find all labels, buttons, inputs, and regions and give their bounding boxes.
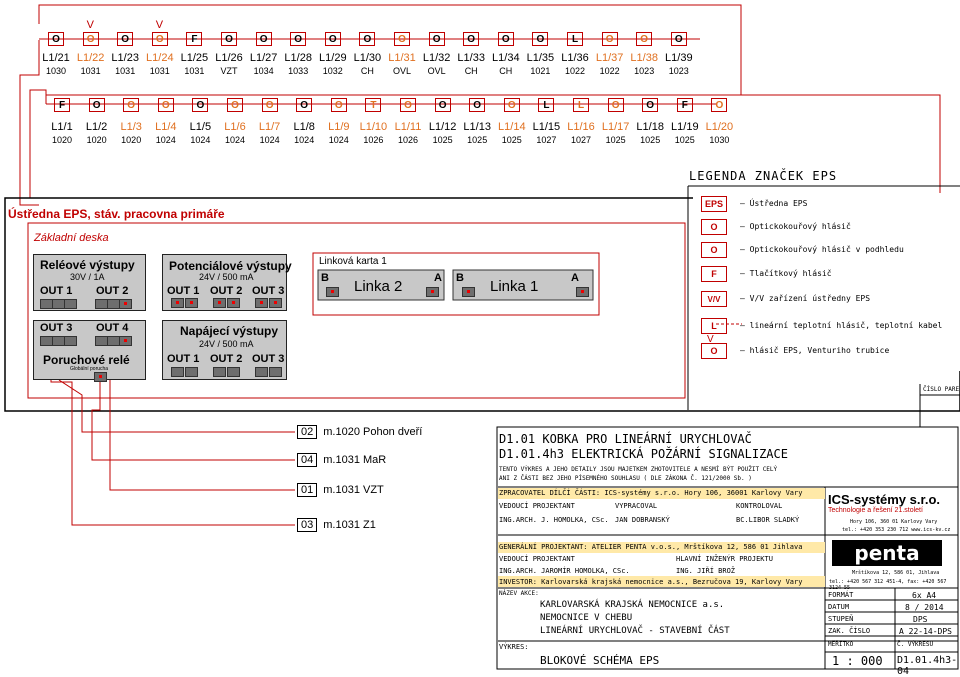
detector-address: L1/25: [180, 52, 209, 64]
detector-address: L1/6: [224, 121, 246, 133]
detector-room: 1024: [328, 135, 349, 145]
detector-address: L1/10: [359, 121, 388, 133]
detector-room: 1020: [51, 135, 73, 145]
line1-label: Linka 1: [490, 278, 539, 295]
meritko-label: MĚŘÍTKO: [828, 641, 854, 648]
detector-room: 1031: [149, 66, 170, 76]
detector-symbol: O: [400, 98, 416, 112]
legend-symbol: O: [701, 242, 727, 258]
detector-room: OVL: [392, 66, 411, 76]
detector-symbol: O: [642, 98, 658, 112]
detector-room: 1031: [184, 66, 205, 76]
detector-address: L1/22: [76, 52, 105, 64]
cable-item: [297, 483, 384, 497]
cable-number: 01: [297, 483, 317, 497]
cable-description: m.1031 Z1: [323, 519, 376, 531]
legend-symbol: L: [701, 318, 727, 334]
detector-room: 1022: [564, 66, 586, 76]
name1: ING.ARCH. J. HOMOLKA, CSc.: [499, 516, 609, 524]
detector-symbol: F: [186, 32, 202, 46]
zpracovatel: ZPRACOVATEL DÍLČÍ ČÁSTI: ICS-systémy s.r.o. Hory 106, 36001 Karlovy Vary: [499, 489, 803, 497]
detector-room: 1023: [634, 66, 655, 76]
legend-text: – V/V zařízení ústředny EPS: [740, 294, 871, 303]
detector-address: L1/27: [249, 52, 278, 64]
legend-symbol: EPS: [701, 196, 727, 212]
detector-room: 1025: [501, 135, 522, 145]
detector-symbol: O: [192, 98, 208, 112]
pot-sub: 24V / 500 mA: [199, 272, 254, 282]
detector-address: L1/26: [215, 52, 243, 64]
hip: HLAVNÍ INŽENÝR PROJEKTU: [676, 555, 773, 563]
detector-room: 1031: [115, 66, 136, 76]
cable-item: [297, 453, 386, 467]
gen-proj: GENERÁLNÍ PROJEKTANT: ATELIER PENTA v.o.s., Mrštíkova 12, 586 01 Jihlava: [499, 543, 803, 551]
detector-address: L1/7: [258, 121, 281, 133]
detector-symbol: O: [221, 32, 237, 46]
detector-address: L1/4: [155, 121, 177, 133]
cable-description: m.1031 MaR: [323, 454, 387, 466]
vykres: BLOKOVÉ SCHÉMA EPS: [540, 654, 660, 667]
detector-room: 1024: [155, 135, 176, 145]
name2: JAN DOBRANSKÝ: [615, 516, 670, 524]
central-title: Ústředna EPS, stáv. pracovna primáře: [8, 207, 225, 221]
vedouci2: VEDOUCÍ PROJEKTANT: [499, 555, 575, 563]
detector-room: 1030: [709, 135, 730, 145]
relay-title: Reléové výstupy: [40, 258, 135, 272]
detector-room: CH: [360, 66, 374, 76]
detector-address: L1/28: [284, 52, 312, 64]
board-title: Základní deska: [34, 232, 109, 244]
fault-title: Poruchové relé: [43, 353, 130, 367]
detector-symbol: O: [331, 98, 347, 112]
detector-room: 1030: [45, 66, 67, 76]
detector-symbol: L: [573, 98, 589, 112]
name4: ING.ARCH. JAROMÍR HOMOLKA, CSc.: [499, 567, 630, 575]
zak-label: ZAK. ČÍSLO: [828, 627, 871, 635]
vypracoval: VYPRACOVAL: [615, 502, 658, 510]
line1-a: A: [571, 272, 579, 284]
cable-number: 03: [297, 518, 317, 532]
detector-address: L1/14: [498, 121, 526, 133]
relay-out3: OUT 3: [40, 322, 73, 334]
notice2: ANI Z ČÁSTI BEZ JEHO PÍSEMNÉHO SOUHLASU ( DLE ZÁKONA Č. 121/2000 Sb. ): [499, 475, 752, 482]
detector-room: 1025: [605, 135, 626, 145]
detector-address: L1/1: [51, 121, 73, 133]
legend-text: – hlásič EPS, Venturiho trubice: [740, 346, 890, 355]
detector-room: 1024: [294, 135, 315, 145]
detector-address: L1/16: [567, 121, 595, 133]
detector-address: L1/5: [189, 121, 212, 133]
detector-address: L1/29: [319, 52, 347, 64]
detector-symbol: O: [429, 32, 445, 46]
legend-text: – lineární teplotní hlásič, teplotní kabel: [740, 321, 943, 330]
detector-room: 1024: [224, 135, 246, 145]
detector-room: 1025: [467, 135, 488, 145]
detector-room: 1034: [253, 66, 274, 76]
detector-room: 1023: [668, 66, 689, 76]
detector-symbol: O: [262, 98, 278, 112]
detector-address: L1/30: [353, 52, 382, 64]
legend-text: – Ústředna EPS: [740, 199, 808, 208]
detector-room: 1027: [536, 135, 557, 145]
line2-a: A: [434, 272, 442, 284]
cable-description: m.1031 VZT: [323, 484, 384, 496]
detector-address: L1/33: [457, 52, 485, 64]
detector-symbol: O: [123, 98, 139, 112]
detector-address: L1/31: [388, 52, 416, 64]
detector-symbol: F: [54, 98, 70, 112]
relay-out4: OUT 4: [96, 322, 129, 334]
legend-symbol: V/V: [701, 291, 727, 307]
detector-address: L1/2: [85, 121, 108, 133]
company1: ICS-systémy s.r.o.: [828, 492, 940, 507]
pot-out2: OUT 2: [210, 285, 243, 297]
detector-address: L1/17: [601, 121, 630, 133]
detector-symbol: O: [711, 98, 727, 112]
line2-b: B: [321, 272, 329, 284]
detector-address: L1/8: [293, 121, 315, 133]
detector-address: L1/20: [705, 121, 734, 133]
fault-sub: Globální porucha: [70, 366, 109, 372]
company1-tel: tel.: +420 353 230 712 www.ics-kv.cz: [842, 527, 951, 533]
detector-symbol: O: [671, 32, 687, 46]
detector-symbol: O: [498, 32, 514, 46]
detector-room: 1031: [80, 66, 101, 76]
cable-item: [297, 518, 376, 532]
ceiling-mark: V: [155, 19, 164, 31]
legend-symbol: O: [701, 219, 727, 235]
legend-text: – Tlačítkový hlásič: [740, 269, 832, 278]
detector-address: L1/34: [492, 52, 520, 64]
detector-symbol: O: [325, 32, 341, 46]
relay-out1: OUT 1: [40, 285, 73, 297]
stupen-label: STUPEŇ: [828, 615, 854, 623]
cable-number: 02: [297, 425, 317, 439]
detector-room: OVL: [427, 66, 446, 76]
detector-symbol: O: [48, 32, 64, 46]
detector-room: VZT: [220, 66, 238, 76]
detector-symbol: O: [463, 32, 479, 46]
detector-address: L1/32: [422, 52, 451, 64]
detector-address: L1/19: [671, 121, 699, 133]
detector-address: L1/13: [463, 121, 491, 133]
ceiling-mark: V: [86, 19, 94, 31]
pwr-title: Napájecí výstupy: [180, 324, 279, 338]
detector-label: [697, 121, 741, 147]
pwr-sub: 24V / 500 mA: [199, 339, 254, 349]
cv-value: D1.01.4h3-04: [897, 655, 958, 677]
name5: ING. JIŘÍ BROŽ: [676, 567, 736, 575]
detector-address: L1/12: [428, 121, 457, 133]
detector-room: 1024: [190, 135, 211, 145]
kontroloval: KONTROLOVAL: [736, 502, 783, 510]
detector-address: L1/3: [120, 121, 142, 133]
detector-room: 1026: [363, 135, 384, 145]
detector-symbol: L: [538, 98, 554, 112]
company1-addr: Hory 106, 360 01 Karlovy Vary: [850, 519, 938, 525]
line2-label: Linka 2: [354, 278, 403, 295]
detector-symbol: O: [158, 98, 174, 112]
detector-symbol: O: [256, 32, 272, 46]
heading1: D1.01 KOBKA PRO LINEÁRNÍ URYCHLOVAČ: [499, 432, 752, 446]
pwr-out3: OUT 3: [252, 353, 285, 365]
cv-label: Č. VÝKRESU: [897, 641, 934, 648]
akce3: LINEÁRNÍ URYCHLOVAČ - STAVEBNÍ ČÁST: [540, 626, 730, 636]
detector-room: 1020: [121, 135, 142, 145]
detector-address: L1/11: [394, 121, 422, 133]
pot-title: Potenciálové výstupy: [169, 259, 292, 273]
akce2: NEMOCNICE V CHEBU: [540, 613, 633, 623]
detector-label: [657, 52, 701, 78]
stupen-value: DPS: [913, 615, 928, 624]
detector-symbol: O: [152, 32, 168, 46]
detector-room: 1026: [397, 135, 419, 145]
detector-room: 1025: [432, 135, 453, 145]
vykres-label: VÝKRES:: [499, 643, 529, 651]
investor: INVESTOR: Karlovarská krajská nemocnice a.s., Bezručova 19, Karlovy Vary: [499, 578, 803, 586]
detector-address: L1/23: [111, 52, 139, 64]
detector-address: L1/15: [532, 121, 561, 133]
relay-sub: 30V / 1A: [70, 272, 105, 282]
format-label: FORMÁT: [828, 591, 854, 599]
cable-description: m.1020 Pohon dveří: [323, 426, 423, 438]
detector-room: 1022: [599, 66, 620, 76]
dashed-line-icon: [716, 320, 742, 328]
detector-symbol: O: [83, 32, 99, 46]
detector-address: L1/21: [42, 52, 70, 64]
detector-room: CH: [464, 66, 478, 76]
detector-symbol: O: [532, 32, 548, 46]
detector-symbol: T: [365, 98, 381, 112]
detector-symbol: O: [359, 32, 375, 46]
cable-item: [297, 425, 422, 439]
akce-label: NÁZEV AKCE:: [499, 590, 539, 597]
penta-logo: penta: [832, 540, 942, 566]
detector-symbol: O: [435, 98, 451, 112]
ics-logo: [828, 492, 956, 514]
detector-symbol: O: [469, 98, 485, 112]
penta-addr: Mrštíkova 12, 586 01, Jihlava: [852, 570, 940, 576]
loop-line-top: [39, 5, 741, 95]
legend-symbol: O: [701, 343, 727, 359]
vedouci-proj: VEDOUCÍ PROJEKTANT: [499, 502, 575, 510]
legend-v-mark: V: [707, 334, 714, 345]
detector-address: L1/18: [636, 121, 664, 133]
pwr-out2: OUT 2: [210, 353, 243, 365]
name3: BC.LIBOR SLADKÝ: [736, 516, 800, 524]
penta-tel: tel.: +420 567 312 451-4, fax: +420 567 3124 55: [829, 579, 947, 591]
detector-symbol: O: [636, 32, 652, 46]
legend-symbol: F: [701, 266, 727, 282]
cable-number: 04: [297, 453, 317, 467]
format-value: 6x A4: [912, 591, 937, 600]
detector-room: 1027: [570, 135, 592, 145]
detector-address: L1/38: [630, 52, 658, 64]
detector-room: 1025: [674, 135, 695, 145]
detector-symbol: O: [608, 98, 624, 112]
detector-address: L1/35: [526, 52, 555, 64]
heading2: D1.01.4h3 ELEKTRICKÁ POŽÁRNÍ SIGNALIZACE: [499, 447, 788, 461]
detector-address: L1/9: [328, 121, 350, 133]
legend-text: – Optickokouřový hlásič v podhledu: [740, 245, 904, 254]
pot-out1: OUT 1: [167, 285, 200, 297]
detector-room: 1020: [86, 135, 107, 145]
detector-symbol: O: [290, 32, 306, 46]
detector-address: L1/36: [561, 52, 589, 64]
relay-out2: OUT 2: [96, 285, 129, 297]
detector-address: L1/39: [665, 52, 693, 64]
sheet-no-label: ČÍSLO PARE: [923, 386, 960, 393]
legend-title: LEGENDA ZNAČEK EPS: [689, 169, 838, 183]
datum-value: 8 / 2014: [905, 603, 944, 612]
company1-sub: Technologie a řešení 21.století: [828, 507, 923, 514]
detector-symbol: L: [567, 32, 583, 46]
detector-symbol: O: [227, 98, 243, 112]
pot-out3: OUT 3: [252, 285, 285, 297]
akce1: KARLOVARSKÁ KRAJSKÁ NEMOCNICE a.s.: [540, 600, 725, 610]
detector-room: CH: [499, 66, 513, 76]
detector-room: 1033: [288, 66, 309, 76]
detector-symbol: O: [117, 32, 133, 46]
datum-label: DATUM: [828, 603, 850, 611]
line-card-title: Linková karta 1: [319, 256, 387, 267]
detector-address: L1/37: [595, 52, 624, 64]
line1-b: B: [456, 272, 464, 284]
detector-room: 1021: [530, 66, 551, 76]
detector-room: 1024: [259, 135, 280, 145]
detector-symbol: O: [296, 98, 312, 112]
detector-symbol: O: [89, 98, 105, 112]
detector-room: 1032: [322, 66, 343, 76]
detector-symbol: F: [677, 98, 693, 112]
detector-symbol: O: [394, 32, 410, 46]
meritko-value: 1 : 000: [832, 654, 883, 668]
detector-address: L1/24: [146, 52, 174, 64]
detector-room: 1025: [640, 135, 661, 145]
notice1: TENTO VÝKRES A JEHO DETAILY JSOU MAJETKEM ZHOTOVITELE A NESMÍ BÝT POUŽIT CELÝ: [499, 466, 778, 473]
zak-value: A 22-14-DPS: [899, 627, 952, 636]
pwr-out1: OUT 1: [167, 353, 200, 365]
legend-text: – Optickokouřový hlásič: [740, 222, 851, 231]
detector-symbol: O: [602, 32, 618, 46]
detector-symbol: O: [504, 98, 520, 112]
